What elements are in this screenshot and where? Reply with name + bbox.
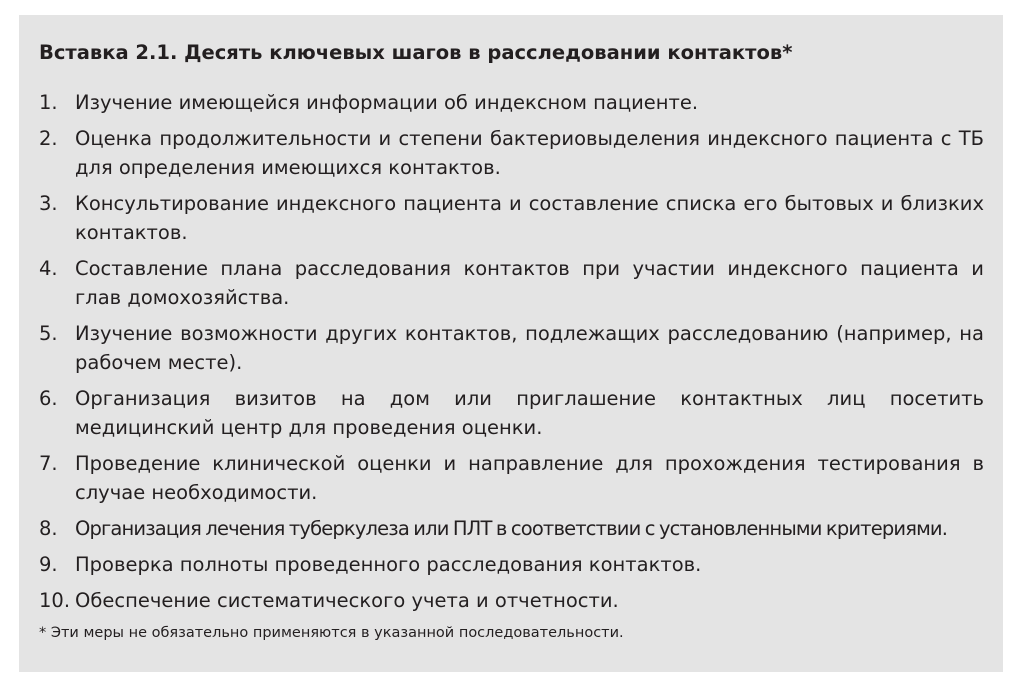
list-item (39, 586, 984, 615)
step-number: 3. (39, 192, 58, 215)
step-number: 10. (39, 589, 71, 612)
list-item (39, 254, 984, 312)
step-number: 6. (39, 387, 58, 410)
footnote: * Эти меры не обязательно применяются в указанной последовательности. (39, 625, 624, 641)
step-number: 7. (39, 452, 58, 475)
step-text: Обеспечение систематического учета и отчетности. (75, 589, 619, 612)
step-text: Организация лечения туберкулеза или ПЛТ в соответствии с установленными критериями. (75, 517, 948, 540)
list-item (39, 550, 984, 579)
step-number: 4. (39, 257, 58, 280)
list-item (39, 449, 984, 507)
step-number: 1. (39, 91, 58, 114)
list-item (39, 514, 984, 543)
step-text: Изучение имеющейся информации об индексном пациенте. (75, 91, 699, 114)
list-item (39, 88, 984, 117)
list-item (39, 124, 984, 182)
step-number: 8. (39, 517, 58, 540)
step-text: Оценка продолжительности и степени бактериовыделения индексного пациента с ТБ для определения имеющихся контактов. (75, 127, 984, 179)
list-item (39, 189, 984, 247)
step-text: Проведение клинической оценки и направление для прохождения тестирования в случае необходимости. (75, 452, 984, 504)
step-number: 2. (39, 127, 58, 150)
step-number: 9. (39, 553, 58, 576)
step-text: Составление плана расследования контактов при участии индексного пациента и глав домохозяйства. (75, 257, 984, 309)
step-number: 5. (39, 322, 58, 345)
info-box (19, 15, 1003, 672)
step-text: Организация визитов на дом или приглашение контактных лиц посетить медицинский центр для проведения оценки. (75, 387, 984, 439)
box-title: Вставка 2.1. Десять ключевых шагов в расследовании контактов* (39, 41, 793, 64)
list-item (39, 384, 984, 442)
list-item (39, 319, 984, 377)
step-text: Проверка полноты проведенного расследования контактов. (75, 553, 702, 576)
step-text: Изучение возможности других контактов, подлежащих расследованию (например, на рабочем месте). (75, 322, 984, 374)
step-text: Консультирование индексного пациента и составление списка его бытовых и близких контактов. (75, 192, 984, 244)
steps-list (39, 88, 984, 615)
